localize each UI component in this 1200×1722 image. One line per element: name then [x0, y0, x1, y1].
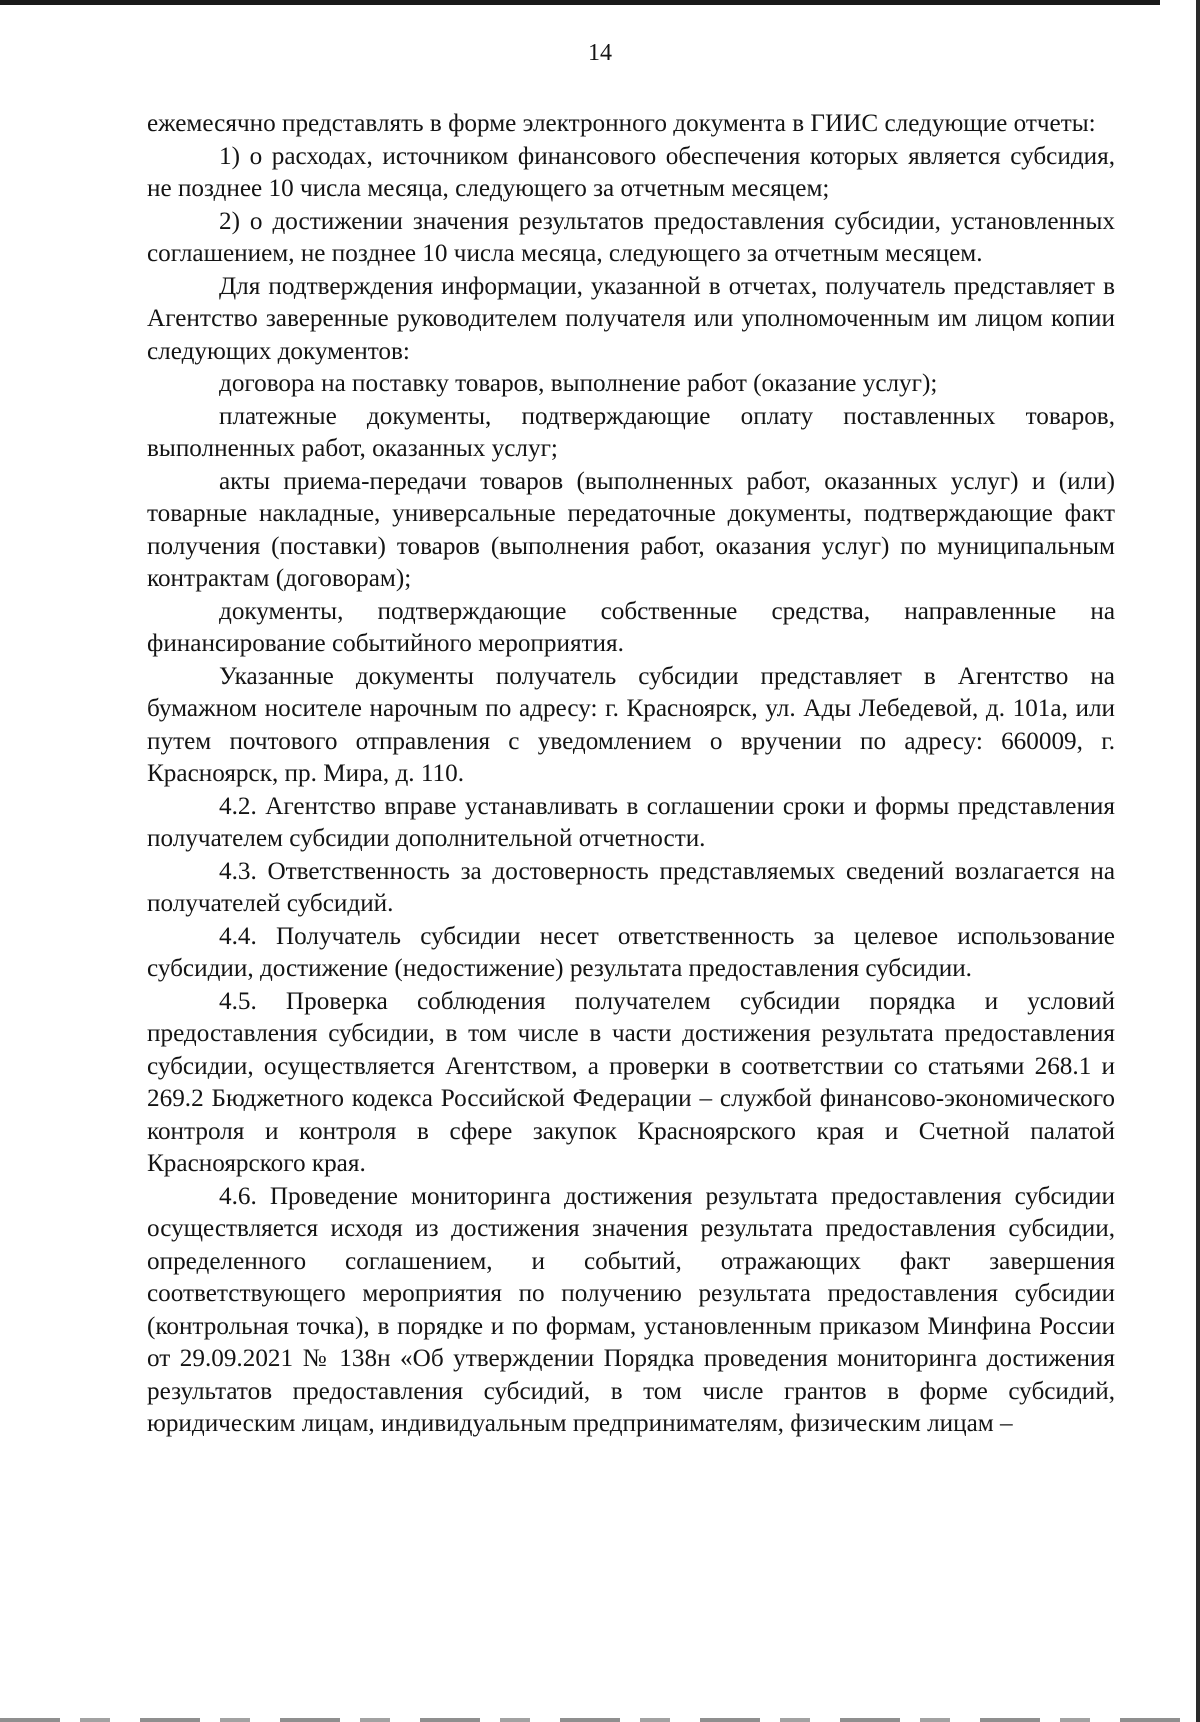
paragraph: 4.6. Проведение мониторинга достижения результата предоставления субсидии осуществляется исходя из достижения значения результата предоставления субсидии, определенного соглашением, и событий, отражающих факт завершения соответствующего мероприятия по получению результата предоставления субсидии (контрольная точка), в порядке и по формам, установленным приказом Минфина России от 29.09.2021 № 138н «Об утверждении Порядка проведения мониторинга достижения результатов предоставления субсидий, в том числе грантов в форме субсидий, юридическим лицам, индивидуальным предпринимателям, физическим лицам –: [147, 1182, 1115, 1437]
paragraph: акты приема-передачи товаров (выполненных работ, оказанных услуг) и (или) товарные накладные, универсальные передаточные документы, подтверждающие факт получения (поставки) товаров (выполнения работ, оказания услуг) по муниципальным контрактам (договорам);: [147, 467, 1115, 592]
scan-edge-top: [0, 0, 1160, 5]
paragraph: ежемесячно представлять в форме электронного документа в ГИИС следующие отчеты:: [147, 110, 1096, 137]
document-body: [147, 108, 1115, 1441]
page-number: 14: [588, 40, 612, 66]
paragraph: 4.5. Проверка соблюдения получателем субсидии порядка и условий предоставления субсидии, в том числе в части достижения результата предоставления субсидии, осуществляется Агентством, а проверки в соответствии со статьями 268.1 и 269.2 Бюджетного кодекса Российской Федерации – службой финансово-экономического контроля и контроля в сфере закупок Красноярского края и Счетной палатой Красноярского края.: [147, 987, 1115, 1177]
paragraph: платежные документы, подтверждающие оплату поставленных товаров, выполненных работ, оказанных услуг;: [147, 402, 1115, 462]
paragraph: Для подтверждения информации, указанной в отчетах, получатель представляет в Агентство заверенные руководителем получателя или уполномоченным им лицом копии следующих документов:: [147, 272, 1115, 365]
paragraph: 4.3. Ответственность за достоверность представляемых сведений возлагается на получателей субсидий.: [147, 857, 1115, 917]
paragraph: Указанные документы получатель субсидии представляет в Агентство на бумажном носителе нарочным по адресу: г. Красноярск, ул. Ады Лебедевой, д. 101а, или путем почтового отправления с уведомлением о вручении по адресу: 660009, г. Красноярск, пр. Мира, д. 110.: [147, 662, 1115, 787]
scan-edge-bottom: [0, 1718, 1200, 1722]
paragraph: договора на поставку товаров, выполнение работ (оказание услуг);: [219, 370, 938, 397]
paragraph: 1) о расходах, источником финансового обеспечения которых является субсидия, не позднее 10 числа месяца, следующего за отчетным месяцем;: [147, 142, 1115, 202]
paragraph: документы, подтверждающие собственные средства, направленные на финансирование событийного мероприятия.: [147, 597, 1115, 657]
paragraph: 2) о достижении значения результатов предоставления субсидии, установленных соглашением, не позднее 10 числа месяца, следующего за отчетным месяцем.: [147, 207, 1115, 267]
paragraph: 4.2. Агентство вправе устанавливать в соглашении сроки и формы представления получателем субсидии дополнительной отчетности.: [147, 792, 1115, 852]
scan-edge-right: [1196, 0, 1200, 1722]
paragraph: 4.4. Получатель субсидии несет ответственность за целевое использование субсидии, достижение (недостижение) результата предоставления субсидии.: [147, 922, 1115, 982]
